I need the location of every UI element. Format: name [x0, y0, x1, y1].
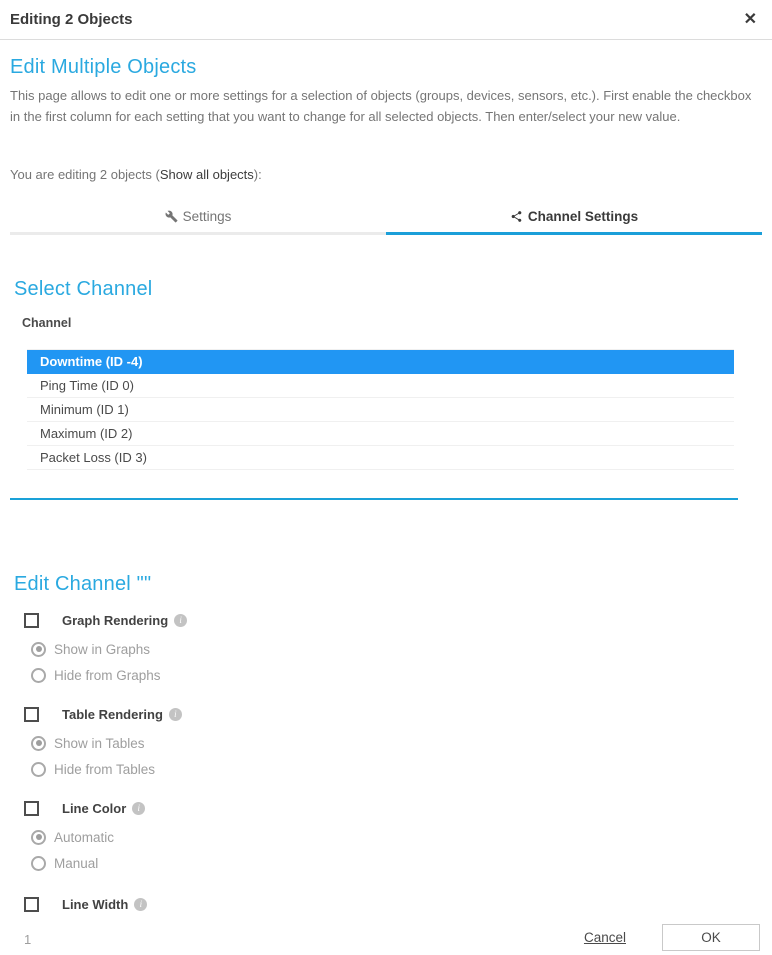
info-icon: i [174, 614, 187, 627]
info-icon: i [169, 708, 182, 721]
channel-list [27, 349, 734, 470]
radio-label: Show in Tables [54, 735, 145, 751]
table-rendering-checkbox[interactable] [24, 707, 39, 722]
channel-column-label: Channel [22, 315, 72, 330]
info-icon: i [134, 898, 147, 911]
radio-show-in-graphs[interactable] [31, 642, 762, 657]
radio-label: Show in Graphs [54, 641, 151, 657]
radio-label: Hide from Tables [54, 761, 156, 777]
channel-row-minimum[interactable]: Minimum (ID 1) [27, 398, 734, 422]
show-all-objects-link[interactable]: Show all objects [159, 166, 254, 182]
section-divider [10, 498, 738, 500]
radio-show-in-tables[interactable] [31, 736, 762, 751]
radio-label: Manual [54, 855, 99, 871]
editing-summary-prefix: You are editing 2 objects ( [10, 166, 160, 182]
tab-settings[interactable] [10, 209, 386, 235]
graph-rendering-checkbox[interactable] [24, 613, 39, 628]
radio-automatic[interactable] [31, 830, 762, 845]
editing-summary-suffix: ): [253, 166, 262, 182]
radio-manual[interactable] [31, 856, 762, 871]
share-icon [510, 209, 528, 224]
radio-icon [31, 668, 46, 683]
radio-icon [31, 830, 46, 845]
radio-label: Hide from Graphs [54, 667, 161, 683]
edit-channel-heading: Edit Channel "" [14, 572, 152, 595]
tab-bar [10, 209, 762, 235]
page-description: This page allows to edit one or more settings for a selection of objects (groups, devices, sensors, etc.). First enable the checkbox in the first column for each setting that you want to change for all selected objects. Then enter/select your new value. [10, 88, 752, 124]
radio-icon [31, 762, 46, 777]
cancel-button[interactable]: Cancel [583, 930, 626, 945]
close-icon[interactable]: ✕ [743, 10, 757, 28]
radio-hide-from-tables[interactable] [31, 762, 762, 777]
radio-label: Automatic [54, 829, 115, 845]
channel-row-downtime[interactable]: Downtime (ID -4) [27, 350, 734, 374]
radio-icon [31, 736, 46, 751]
page-title: Edit Multiple Objects [10, 56, 197, 78]
graph-rendering-label: Graph Rendering [62, 613, 169, 629]
dialog-titlebar [0, 0, 772, 40]
radio-hide-from-graphs[interactable] [31, 668, 762, 683]
editing-summary [10, 167, 762, 182]
ok-button[interactable]: OK [662, 924, 760, 951]
dialog-footer [584, 924, 760, 951]
radio-icon [31, 642, 46, 657]
tab-channel-settings-label: Channel Settings [527, 208, 639, 224]
channel-row-packet-loss[interactable]: Packet Loss (ID 3) [27, 446, 734, 470]
setting-group-line-color [10, 799, 762, 871]
line-color-checkbox[interactable] [24, 801, 39, 816]
line-color-label: Line Color [62, 801, 127, 817]
tab-channel-settings[interactable] [386, 209, 762, 235]
dialog-title: Editing 2 Objects [10, 11, 133, 28]
setting-group-table-rendering [10, 705, 762, 777]
line-width-checkbox[interactable] [24, 897, 39, 912]
select-channel-heading: Select Channel [14, 277, 153, 300]
setting-group-graph-rendering [10, 611, 762, 683]
line-width-input[interactable]: 1 [24, 932, 762, 955]
channel-row-maximum[interactable]: Maximum (ID 2) [27, 422, 734, 446]
line-width-label: Line Width [62, 897, 129, 913]
channel-row-ping-time[interactable]: Ping Time (ID 0) [27, 374, 734, 398]
tab-settings-label: Settings [182, 208, 232, 224]
radio-icon [31, 856, 46, 871]
wrench-icon [165, 209, 183, 224]
info-icon: i [132, 802, 145, 815]
table-rendering-label: Table Rendering [62, 707, 163, 723]
